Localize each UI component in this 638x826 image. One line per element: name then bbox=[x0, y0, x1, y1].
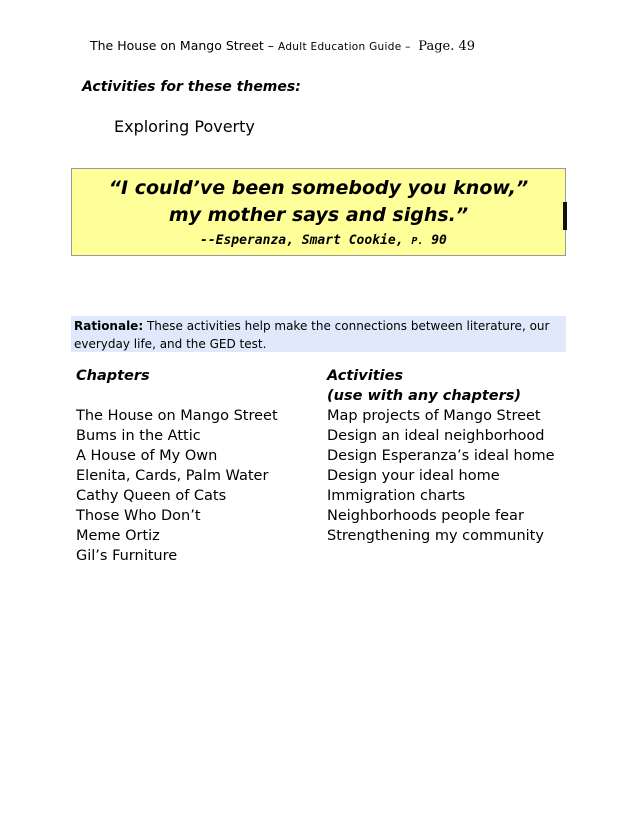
quote-attribution bbox=[200, 233, 447, 248]
rationale-text: These activities help make the connections between literature, our everyday life, and the GED test. bbox=[74, 319, 550, 351]
quote-line-1: “I could’ve been somebody you know,” bbox=[108, 177, 529, 199]
chapters-heading: Chapters bbox=[76, 368, 150, 384]
list-item: Elenita, Cards, Palm Water bbox=[76, 468, 269, 484]
list-item: Gil’s Furniture bbox=[76, 548, 178, 564]
list-item: Those Who Don’t bbox=[76, 508, 201, 524]
list-item: Design an ideal neighborhood bbox=[327, 428, 545, 444]
list-item: Neighborhoods people fear bbox=[327, 508, 524, 524]
list-item: Design Esperanza’s ideal home bbox=[327, 448, 555, 464]
page-header bbox=[90, 38, 475, 54]
activities-themes-heading: Activities for these themes: bbox=[82, 79, 301, 95]
chapters-column bbox=[76, 366, 278, 566]
theme-title: Exploring Poverty bbox=[114, 117, 255, 136]
attribution-page-label: P. bbox=[411, 236, 424, 247]
attribution-source: --Esperanza, Smart Cookie, bbox=[200, 233, 412, 248]
list-item: Strengthening my community bbox=[327, 528, 544, 544]
quote-box bbox=[71, 168, 566, 256]
list-item: Cathy Queen of Cats bbox=[76, 488, 227, 504]
list-item: Meme Ortiz bbox=[76, 528, 160, 544]
rationale-label: Rationale: bbox=[74, 319, 144, 333]
list-item: A House of My Own bbox=[76, 448, 218, 464]
activities-column bbox=[327, 366, 555, 546]
list-item: Design your ideal home bbox=[327, 468, 500, 484]
right-edge-bar bbox=[563, 202, 567, 230]
list-item: Immigration charts bbox=[327, 488, 466, 504]
list-item: Map projects of Mango Street bbox=[327, 408, 541, 424]
list-item: The House on Mango Street bbox=[76, 408, 278, 424]
page-number: Page. 49 bbox=[418, 39, 476, 54]
rationale-box bbox=[71, 316, 566, 352]
list-item: Bums in the Attic bbox=[76, 428, 201, 444]
header-subtitle: Adult Education Guide – bbox=[278, 41, 415, 53]
header-title: The House on Mango Street – bbox=[90, 38, 279, 53]
activities-heading: Activities bbox=[327, 368, 404, 384]
attribution-page-number: 90 bbox=[423, 233, 447, 248]
activities-subheading: (use with any chapters) bbox=[327, 388, 521, 404]
quote-line-2: my mother says and sighs.” bbox=[168, 204, 469, 226]
